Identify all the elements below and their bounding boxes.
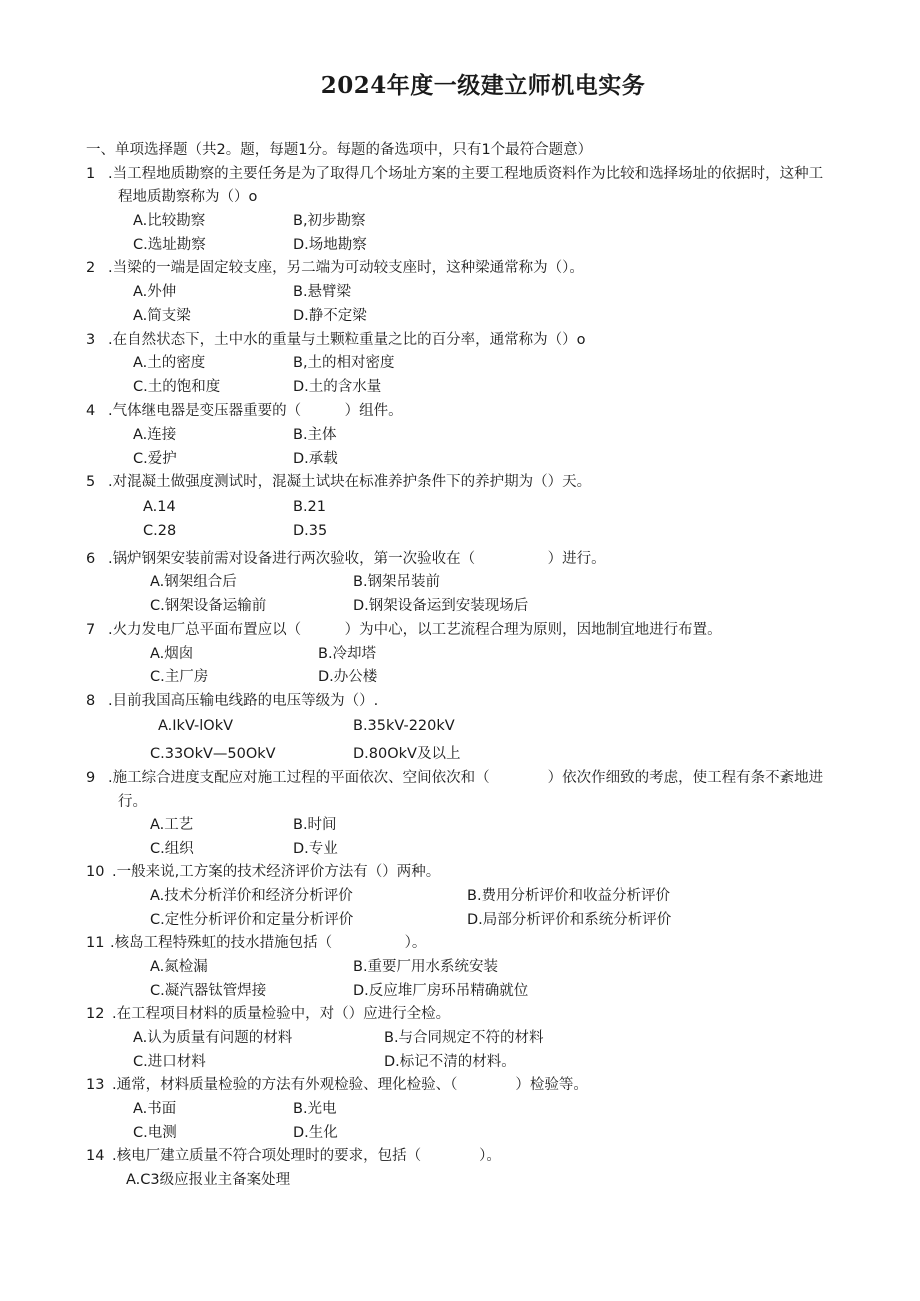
question-number: 3 xyxy=(86,332,96,348)
option-c: C.组织 xyxy=(150,841,194,857)
question-number: 13 xyxy=(86,1077,105,1093)
option-a: A.14 xyxy=(143,499,176,515)
question-stem: .当工程地质勘察的主要任务是为了取得几个场址方案的主要工程地质资料作为比较和选择场址的依据时，这种工 xyxy=(108,166,824,182)
option-b: B.费用分析评价和收益分析评价 xyxy=(467,888,671,904)
question-number: 4 xyxy=(86,403,96,419)
option-d: D.静不定梁 xyxy=(293,308,367,324)
question-number: 9 xyxy=(86,770,96,786)
question-stem: .当梁的一端是固定较支座，另二端为可动较支座时，这种梁通常称为（）。 xyxy=(108,260,584,276)
option-d: D.土的含水量 xyxy=(293,379,382,395)
option-b: B.光电 xyxy=(293,1101,337,1117)
question-stem: .目前我国高压输电线路的电压等级为（）. xyxy=(108,693,379,709)
question-number: 6 xyxy=(86,551,96,567)
option-d: D.钢架设备运到安装现场后 xyxy=(353,598,529,614)
option-b: B.悬臂梁 xyxy=(293,284,352,300)
option-b: B.时间 xyxy=(293,817,337,833)
question-number: 2 xyxy=(86,260,96,276)
question-number: 5 xyxy=(86,474,96,490)
option-b: B.冷却塔 xyxy=(318,646,377,662)
question-number: 12 xyxy=(86,1006,105,1022)
question-stem: 程地质勘察称为（）o xyxy=(118,189,258,205)
question-stem: .火力发电厂总平面布置应以（ ）为中心，以工艺流程合理为原则，因地制宜地进行布置。 xyxy=(108,622,722,638)
question-stem: .核岛工程特殊虹的技水措施包括（ ）。 xyxy=(110,935,427,951)
option-d: D.标记不清的材料。 xyxy=(384,1054,516,1070)
question-stem: .锅炉钢架安装前需对设备进行两次验收，第一次验收在（ ）进行。 xyxy=(108,551,606,567)
option-c: C.土的饱和度 xyxy=(133,379,221,395)
option-a: A.工艺 xyxy=(150,817,194,833)
question-stem: .一般来说,工方案的技术经济评价方法有（）两种。 xyxy=(112,864,441,880)
option-c: C.钢架设备运输前 xyxy=(150,598,267,614)
question-number: 8 xyxy=(86,693,96,709)
option-d: D.生化 xyxy=(293,1125,338,1141)
option-a: A.土的密度 xyxy=(133,355,206,371)
option-d: D.承载 xyxy=(293,451,338,467)
option-c: C.进口材料 xyxy=(133,1054,206,1070)
option-c: C.28 xyxy=(143,523,177,539)
option-a: A.比较勘察 xyxy=(133,213,206,229)
question-stem: .施工综合进度支配应对施工过程的平面依次、空间依次和（ ）依次作细致的考虑，使工程有条不紊地进 xyxy=(108,770,824,786)
option-c: C.电测 xyxy=(133,1125,177,1141)
question-stem: 行。 xyxy=(118,794,147,810)
option-c: C.选址勘察 xyxy=(133,237,206,253)
option-c: C.爱护 xyxy=(133,451,177,467)
question-stem: .气体继电器是变压器重要的（ ）组件。 xyxy=(108,403,403,419)
option-b: B.21 xyxy=(293,499,327,515)
option-a: A.烟囱 xyxy=(150,646,194,662)
option-d: D.反应堆厂房环吊精确就位 xyxy=(353,983,529,999)
question-stem: .通常，材料质量检验的方法有外观检验、理化检验、（ ）检验等。 xyxy=(112,1077,588,1093)
question-number: 7 xyxy=(86,622,96,638)
option-a: A.外伸 xyxy=(133,284,177,300)
option-c: C.定性分析评价和定量分析评价 xyxy=(150,912,354,928)
option-c: C.主厂房 xyxy=(150,669,209,685)
option-b: B,土的相对密度 xyxy=(293,355,395,371)
option-d: D.局部分析评价和系统分析评价 xyxy=(467,912,672,928)
page-title: 2024年度一级建立师机电实务 xyxy=(320,72,646,99)
question-number: 1 xyxy=(86,166,96,182)
option-b: B.与合同规定不符的材料 xyxy=(384,1030,544,1046)
option-b: B,初步勘察 xyxy=(293,213,366,229)
option-b: B.重要厂用水系统安装 xyxy=(353,959,499,975)
option-c: C.凝汽器钛管焊接 xyxy=(150,983,267,999)
option-b: B.钢架吊装前 xyxy=(353,574,441,590)
option-a: A.C3级应报业主备案处理 xyxy=(126,1172,291,1188)
option-c: C.33OkV—50OkV xyxy=(150,746,276,762)
section-heading: 一、单项选择题（共2。题，每题1分。每题的备选项中，只有1个最符合题意） xyxy=(86,142,593,158)
option-a: A.连接 xyxy=(133,427,177,443)
question-stem: .在自然状态下，土中水的重量与土颗粒重量之比的百分率，通常称为（）o xyxy=(108,332,586,348)
question-stem: .在工程项目材料的质量检验中，对（）应进行全检。 xyxy=(112,1006,451,1022)
option-d: D.场地勘察 xyxy=(293,237,367,253)
option-c: A.简支梁 xyxy=(133,308,191,324)
option-d: D.80OkV及以上 xyxy=(353,746,461,762)
option-a: A.氮检漏 xyxy=(150,959,208,975)
question-stem: .核电厂建立质量不符合项处理时的要求，包括（ ）。 xyxy=(112,1148,501,1164)
question-number: 11 xyxy=(86,935,105,951)
option-a: A.IkV-lOkV xyxy=(158,718,234,734)
option-a: A.钢架组合后 xyxy=(150,574,237,590)
option-b: B.主体 xyxy=(293,427,337,443)
question-stem: .对混凝土做强度测试时，混凝土试块在标准养护条件下的养护期为（）天。 xyxy=(108,474,592,490)
option-a: A.认为质量有问题的材料 xyxy=(133,1030,293,1046)
option-d: D.办公楼 xyxy=(318,669,378,685)
question-number: 14 xyxy=(86,1148,105,1164)
option-a: A.技术分析洋价和经济分析评价 xyxy=(150,888,353,904)
question-number: 10 xyxy=(86,864,105,880)
option-d: D.35 xyxy=(293,523,328,539)
option-b: B.35kV-220kV xyxy=(353,718,455,734)
option-d: D.专业 xyxy=(293,841,338,857)
option-a: A.书面 xyxy=(133,1101,177,1117)
